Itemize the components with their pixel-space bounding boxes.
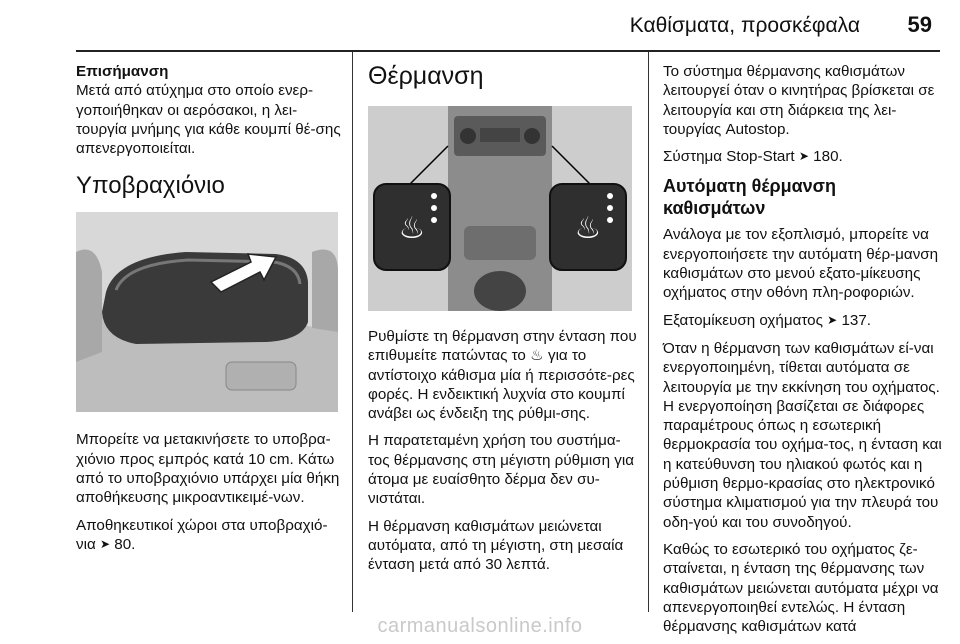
- col3-paragraph-3: Ανάλογα με τον εξοπλισμό, μπορείτε να ενεργοποιήσετε την αυτόματη θέρ-μανση καθισμάτων στο μενού εξατο-μίκευσης οχήματος στην οθόνη πλη-ροφοριών.: [663, 226, 939, 302]
- armrest-paragraph-1: Μπορείτε να μετακινήσετε το υποβρα-χιόνιο προς εμπρός κατά 10 cm. Κάτω από το υποβραχιόνιο υπάρχει μία θήκη αποθήκευσης μικροαντικειμέ-νων.: [76, 431, 340, 507]
- heating-heading: Θέρμανση: [368, 62, 484, 90]
- col3-paragraph-4: [663, 311, 943, 331]
- armrest-paragraph-2: [76, 516, 342, 556]
- heating-p1-part-a: Ρυθμίστε τη θέρμανση στην ένταση που επιθυμείτε πατώντας το: [368, 328, 637, 365]
- armrest-storage-ref-page[interactable]: 80.: [114, 535, 136, 553]
- personalisation-ref-text: Εξατομίκευση οχήματος: [663, 311, 823, 329]
- stop-start-ref-text: Σύστημα Stop-Start: [663, 148, 795, 166]
- seat-heating-right-button: [550, 184, 626, 270]
- col3-paragraph-6: Καθώς το εσωτερικό του οχήματος ζε-σταίνεται, η ένταση της θέρμανσης των καθισμάτων μειώνεται αυτόματα μέχρι να απενεργοποιηθεί εντελώς. Η ένταση θέρμανσης καθισμάτων κατά: [663, 540, 939, 636]
- seat-heating-icon: ♨: [530, 347, 544, 365]
- armrest-storage-ref-text: Αποθηκευτικοί χώροι στα υποβραχιό-νια: [76, 516, 328, 553]
- col3-paragraph-5: Όταν η θέρμανση των καθισμάτων εί-ναι ενεργοποιημένη, τίθεται αυτόματα σε λειτουργία με την εκκίνηση του οχήματος. Η ενεργοποίηση βασίζεται σε διάφορες παραμέτρους όπως η εσωτερική θερμοκρασία του οχήμα-τος, η ένταση και η κατεύθυνση του ηλιακού φωτός και η ρύθμιση θερμο-κρασίας στο ηλεκτρονικό σύστημα κλιματισμού για την πλευρά του οδη-γού και του συνοδηγού.: [663, 339, 942, 531]
- note-block: [76, 62, 342, 158]
- heating-paragraph-2: Η παρατεταμένη χρήση του συστήμα-τος θέρμανσης στη μέγιστη ρύθμιση για άτομα με ευαίσθητο δέρμα δεν συ-νιστάται.: [368, 432, 634, 508]
- header-title: Καθίσματα, προσκέφαλα: [629, 14, 860, 37]
- header-divider: [76, 50, 940, 52]
- svg-text:♨: ♨: [398, 211, 426, 246]
- personalisation-ref-page[interactable]: 137.: [841, 311, 871, 329]
- heating-paragraph-3: Η θέρμανση καθισμάτων μειώνεται αυτόματα, από τη μέγιστη, στη μεσαία ένταση μετά από 30 λεπτά.: [368, 517, 624, 574]
- note-label: Επισήμανση: [76, 63, 169, 80]
- reference-arrow-icon: ➤: [827, 312, 838, 327]
- column-2: [368, 62, 638, 583]
- armrest-illustration: [76, 212, 338, 412]
- auto-heating-heading: Αυτόματη θέρμανση καθισμάτων: [663, 176, 836, 219]
- column-divider-2: [648, 52, 649, 612]
- column-3: [663, 62, 943, 644]
- note-text: Μετά από ατύχημα στο οποίο ενερ-γοποιήθηκαν οι αερόσακοι, η λει-τουργία μνήμης για κάθε κουμπί θέ-σης απενεργοποιείται.: [76, 82, 341, 158]
- heating-paragraph-1: [368, 327, 638, 423]
- col3-paragraph-2: [663, 147, 943, 167]
- armrest-image: [76, 212, 338, 412]
- armrest-heading: Υποβραχιόνιο: [76, 172, 225, 200]
- svg-text:♨: ♨: [574, 211, 602, 246]
- page-number: 59: [907, 12, 932, 37]
- column-divider-1: [352, 52, 353, 612]
- seat-heating-image: [368, 106, 632, 311]
- heating-p1-part-b: για το αντίστοιχο κάθισμα μία ή περισσότε-ρες φορές. Η ενδεικτική λυχνία στο κουμπί ανάβει ως ένδειξη της ρύθμι-σης.: [368, 347, 635, 423]
- reference-arrow-icon: ➤: [99, 536, 111, 551]
- footer-watermark: carmanualsonline.info: [377, 615, 583, 637]
- col3-paragraph-1: Το σύστημα θέρμανσης καθισμάτων λειτουργεί όταν ο κινητήρας βρίσκεται σε λειτουργία και στη διάρκεια της λει-τουργίας Autostop.: [663, 63, 935, 138]
- seat-heating-left-button: [374, 184, 450, 270]
- seat-heating-illustration: [368, 106, 632, 311]
- stop-start-ref-page[interactable]: 180.: [813, 148, 843, 166]
- reference-arrow-icon: ➤: [798, 149, 809, 164]
- column-1: [76, 62, 342, 563]
